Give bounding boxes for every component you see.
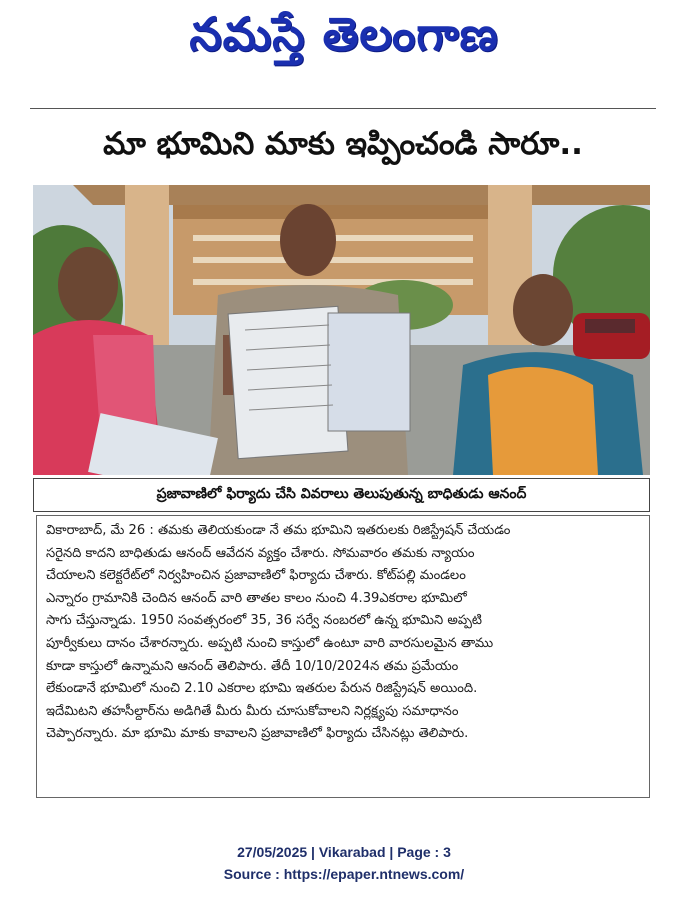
photo-caption: ప్రజావాణిలో ఫిర్యాదు చేసి వివరాలు తెలుపుతున్న బాధితుడు ఆనంద్ [33, 478, 650, 512]
article-body [46, 520, 646, 746]
body-line: పూర్వీకులు దానం చేశారన్నారు. అప్పటి నుంచి కాస్తులో ఉంటూ వారి వారసులమైన తాము [46, 635, 494, 651]
edition-info: 27/05/2025 | Vikarabad | Page : 3 [237, 844, 451, 860]
source-link[interactable]: Source : https://epaper.ntnews.com/ [223, 866, 465, 882]
body-line: ఎన్నారం గ్రామానికి చెందిన ఆనంద్ వారి తాతల కాలం నుంచి 4.39ఎకరాల భూమిలో [46, 590, 467, 606]
body-line: ఇదేమిటని తహసీల్దార్‌ను అడిగితే మీరు మీరు చూసుకోవాలని నిర్లక్ష్యపు సమాధానం [46, 703, 459, 719]
body-line: వికారాబాద్, మే 26 : తమకు తెలియకుండా నే తమ భూమిని ఇతరులకు రిజిస్ట్రేషన్ చేయడం [46, 523, 511, 538]
body-line: సాగు చేస్తున్నాడు. 1950 సంవత్సరంలో 35, 36 సర్వే నంబరలో ఉన్న భూమిని అప్పటి [46, 613, 482, 629]
body-line: సరైనది కాదని బాధితుడు ఆనంద్ ఆవేదన వ్యక్తం చేశారు. సోమవారం తమకు న్యాయం [46, 545, 475, 561]
article-headline: మా భూమిని మాకు ఇప్పించండి సారూ.. [103, 125, 583, 162]
body-line: కూడా కాస్తులో ఉన్నామని ఆనంద్ తెలిపారు. తేదీ 10/10/2024న తమ ప్రమేయం [46, 658, 459, 674]
body-line: చేయాలని కలెక్టరేట్‌లో నిర్వహించిన ప్రజావాణిలో ఫిర్యాదు చేశారు. కోట్‌పల్లి మండలం [46, 568, 466, 584]
body-line: లేకుండానే భూమిలో నుంచి 2.10 ఎకరాల భూమి ఇతరుల పేరున రిజిస్ట్రేషన్ అయింది. [46, 681, 478, 697]
newspaper-masthead: నమస్తే తెలంగాణ [189, 7, 499, 61]
news-photo [33, 185, 650, 475]
body-line: చెప్పారన్నారు. మా భూమి మాకు కావాలని ప్రజావాణిలో ఫిర్యాదు చేసినట్లు తెలిపారు. [46, 726, 469, 742]
masthead-divider [30, 108, 656, 109]
